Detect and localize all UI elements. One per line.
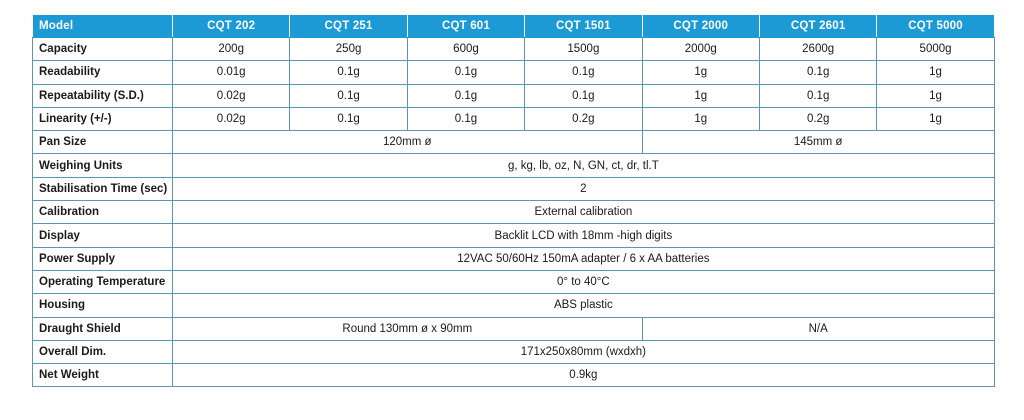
table-row-overall-dim [33, 340, 995, 363]
header-model-cqt-251: CQT 251 [290, 15, 407, 38]
row-label-stabilisation-time: Stabilisation Time (sec) [33, 177, 173, 200]
display-cell: Backlit LCD with 18mm -high digits [173, 224, 995, 247]
table-cell: 1g [642, 61, 759, 84]
table-row-calibration [33, 201, 995, 224]
row-label-operating-temperature: Operating Temperature [33, 270, 173, 293]
table-cell: 0.1g [290, 61, 407, 84]
table-row-display [33, 224, 995, 247]
row-label-overall-dim: Overall Dim. [33, 340, 173, 363]
table-row-operating-temperature [33, 270, 995, 293]
row-label-housing: Housing [33, 294, 173, 317]
table-cell: 1500g [525, 38, 642, 61]
table-row-stabilisation-time [33, 177, 995, 200]
header-model-cqt-202: CQT 202 [173, 15, 290, 38]
table-cell: 0.1g [407, 84, 524, 107]
pan-size-small-cell: 120mm ø [173, 131, 643, 154]
table-cell: 1g [877, 107, 994, 130]
table-cell: 1g [877, 84, 994, 107]
spec-sheet [32, 14, 994, 387]
table-cell: 0.1g [290, 107, 407, 130]
table-row-readability [33, 61, 995, 84]
row-label-capacity: Capacity [33, 38, 173, 61]
row-label-pan-size: Pan Size [33, 131, 173, 154]
table-cell: 0.02g [173, 107, 290, 130]
row-label-readability: Readability [33, 61, 173, 84]
calibration-cell: External calibration [173, 201, 995, 224]
table-row-housing [33, 294, 995, 317]
header-model-cqt-5000: CQT 5000 [877, 15, 994, 38]
table-cell: 0.1g [407, 107, 524, 130]
table-cell: 2600g [759, 38, 876, 61]
net-weight-cell: 0.9kg [173, 364, 995, 387]
table-cell: 0.1g [759, 61, 876, 84]
table-cell: 200g [173, 38, 290, 61]
power-supply-cell: 12VAC 50/60Hz 150mA adapter / 6 x AA batteries [173, 247, 995, 270]
row-label-power-supply: Power Supply [33, 247, 173, 270]
table-cell: 1g [642, 84, 759, 107]
header-model-cqt-1501: CQT 1501 [525, 15, 642, 38]
row-label-repeatability: Repeatability (S.D.) [33, 84, 173, 107]
table-cell: 0.2g [759, 107, 876, 130]
overall-dim-cell: 171x250x80mm (wxdxh) [173, 340, 995, 363]
table-cell: 0.2g [525, 107, 642, 130]
row-label-net-weight: Net Weight [33, 364, 173, 387]
table-row-capacity [33, 38, 995, 61]
table-cell: 1g [877, 61, 994, 84]
row-label-weighing-units: Weighing Units [33, 154, 173, 177]
specifications-table [32, 14, 995, 387]
draught-shield-round-cell: Round 130mm ø x 90mm [173, 317, 643, 340]
table-cell: 600g [407, 38, 524, 61]
row-label-linearity: Linearity (+/-) [33, 107, 173, 130]
table-row-weighing-units [33, 154, 995, 177]
header-row [33, 15, 995, 38]
header-model-cqt-601: CQT 601 [407, 15, 524, 38]
table-cell: 0.1g [290, 84, 407, 107]
table-row-linearity [33, 107, 995, 130]
row-label-calibration: Calibration [33, 201, 173, 224]
header-model-label: Model [33, 15, 173, 38]
table-cell: 5000g [877, 38, 994, 61]
table-row-power-supply [33, 247, 995, 270]
table-cell: 250g [290, 38, 407, 61]
table-cell: 0.1g [525, 84, 642, 107]
pan-size-large-cell: 145mm ø [642, 131, 994, 154]
header-model-cqt-2000: CQT 2000 [642, 15, 759, 38]
table-row-net-weight [33, 364, 995, 387]
table-cell: 1g [642, 107, 759, 130]
table-row-pan-size [33, 131, 995, 154]
operating-temperature-cell: 0° to 40°C [173, 270, 995, 293]
table-row-repeatability [33, 84, 995, 107]
stabilisation-time-cell: 2 [173, 177, 995, 200]
table-cell: 0.1g [407, 61, 524, 84]
table-row-draught-shield [33, 317, 995, 340]
header-model-cqt-2601: CQT 2601 [759, 15, 876, 38]
table-cell: 0.1g [759, 84, 876, 107]
row-label-display: Display [33, 224, 173, 247]
draught-shield-na-cell: N/A [642, 317, 994, 340]
row-label-draught-shield: Draught Shield [33, 317, 173, 340]
table-cell: 2000g [642, 38, 759, 61]
table-cell: 0.01g [173, 61, 290, 84]
housing-cell: ABS plastic [173, 294, 995, 317]
weighing-units-cell: g, kg, lb, oz, N, GN, ct, dr, tl.T [173, 154, 995, 177]
table-cell: 0.02g [173, 84, 290, 107]
table-cell: 0.1g [525, 61, 642, 84]
